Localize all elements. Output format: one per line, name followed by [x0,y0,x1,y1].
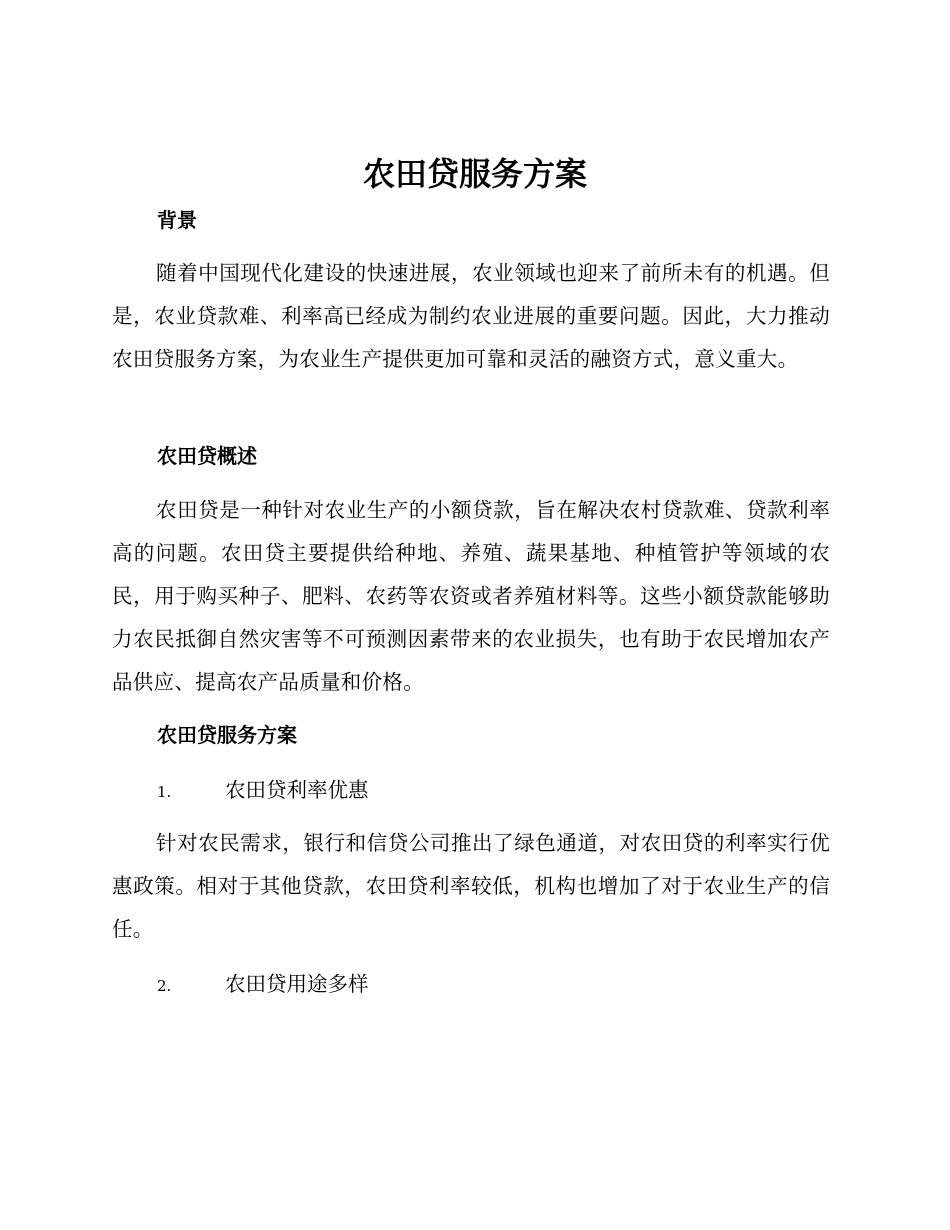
list-number: 1. [157,783,172,801]
list-item-label: 农田贷用途多样 [225,972,369,996]
section-heading-overview: 农田贷概述 [157,444,257,468]
document-title: 农田贷服务方案 [362,155,587,193]
section-heading-background: 背景 [157,208,197,232]
list-item-usage [157,969,369,1001]
paragraph-background: 随着中国现代化建设的快速进展，农业领域也迎来了前所未有的机遇。但是，农业贷款难、利率高已经成为制约农业进展的重要问题。因此，大力推动农田贷服务方案，为农业生产提供更加可靠和灵活的融资方式，意义重大。 [112,261,830,371]
paragraph-interest-rate: 针对农民需求，银行和信贷公司推出了绿色通道，对农田贷的利率实行优惠政策。相对于其他贷款，农田贷利率较低，机构也增加了对于农业生产的信任。 [112,831,830,941]
list-item-label: 农田贷利率优惠 [225,778,369,802]
paragraph-overview: 农田贷是一种针对农业生产的小额贷款，旨在解决农村贷款难、贷款利率高的问题。农田贷主要提供给种地、养殖、蔬果基地、种植管护等领域的农民，用于购买种子、肥料、农药等农资或者养殖材料等。这些小额贷款能够助力农民抵御自然灾害等不可预测因素带来的农业损失，也有助于农民增加农产品供应、提高农产品质量和价格。 [112,498,830,694]
list-number: 2. [157,977,172,995]
list-item-interest-rate [157,775,369,807]
section-heading-service-plan: 农田贷服务方案 [157,723,297,747]
